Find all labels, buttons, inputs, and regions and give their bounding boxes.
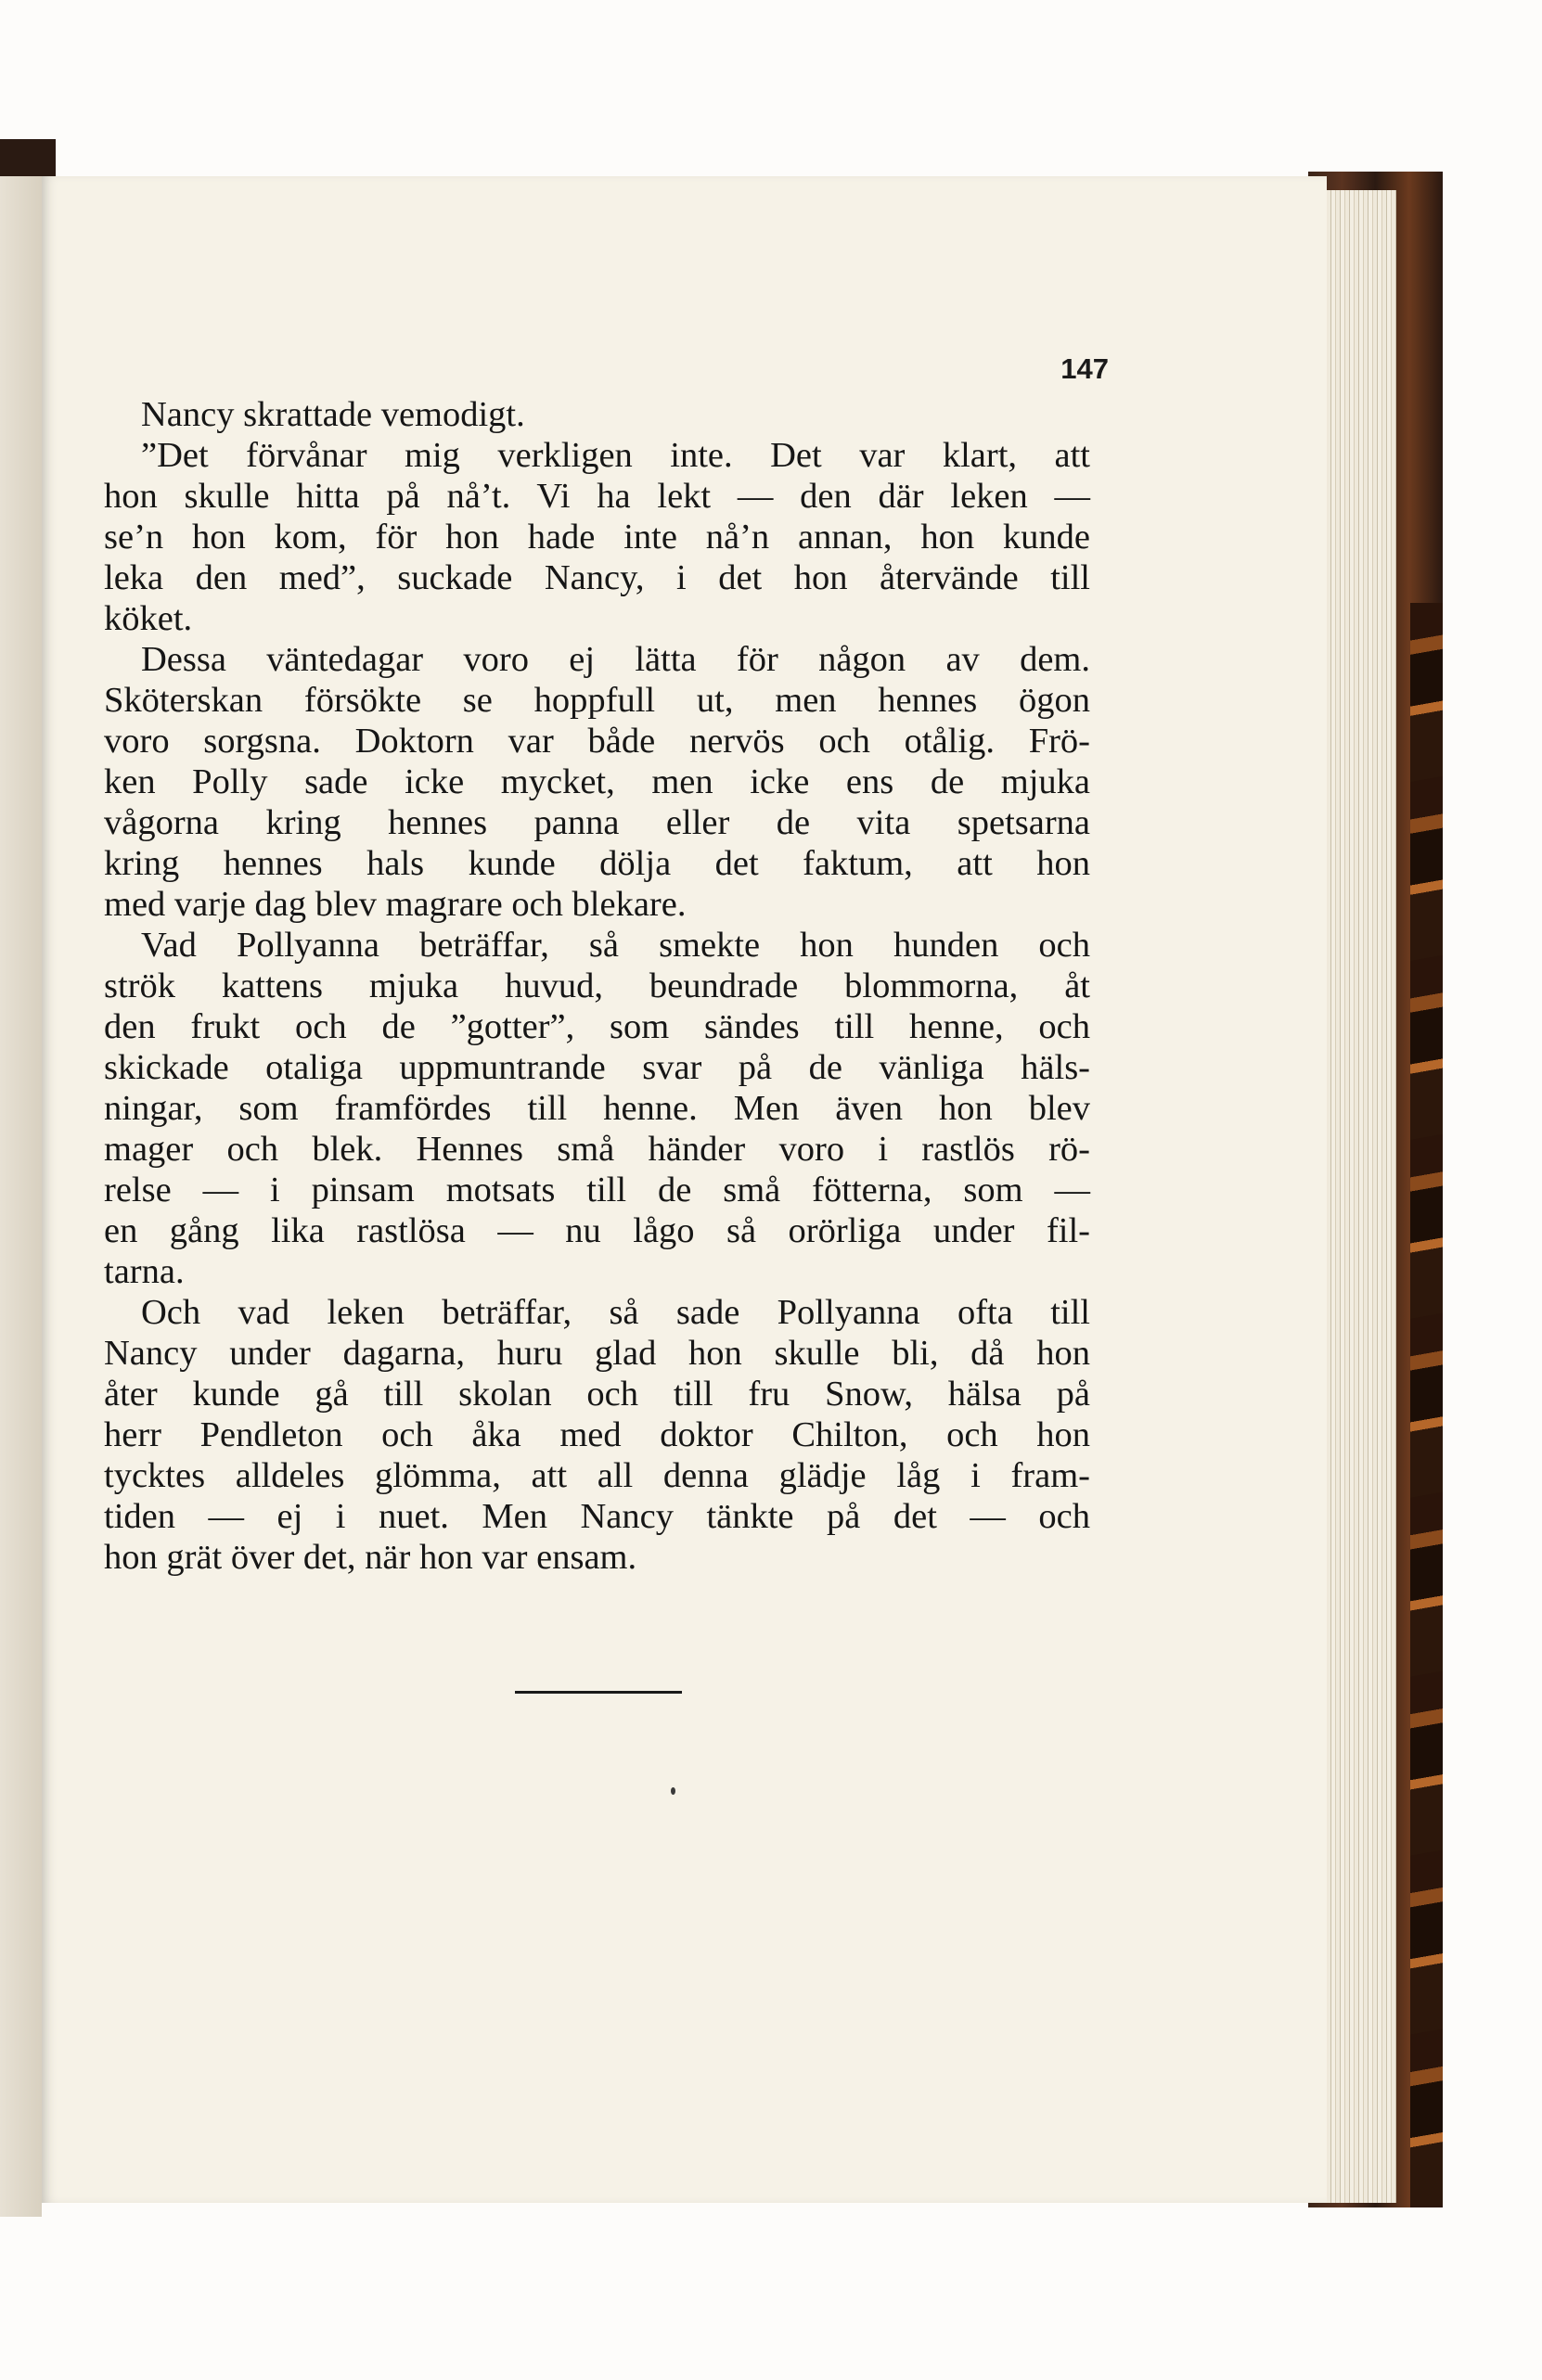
text-line: vågorna kring hennes panna eller de vita spetsarna: [104, 803, 1090, 842]
page-number: 147: [1060, 352, 1109, 385]
text-line: Nancy skrattade vemodigt.: [141, 395, 525, 434]
text-line: Och vad leken beträffar, så sade Pollyanna ofta till: [141, 1293, 1090, 1332]
text-line: hon grät över det, när hon var ensam.: [104, 1538, 637, 1577]
text-line: herr Pendleton och åka med doktor Chilton, och hon: [104, 1415, 1090, 1454]
text-line: ningar, som framfördes till henne. Men även hon blev: [104, 1089, 1090, 1128]
text-line: åter kunde gå till skolan och till fru Snow, hälsa på: [104, 1375, 1090, 1414]
binding-shadow: [0, 139, 56, 176]
text-line: se’n hon kom, för hon hade inte nå’n annan, hon kunde: [104, 518, 1090, 557]
text-line: den frukt och de ”gotter”, som sändes till henne, och: [104, 1007, 1090, 1046]
text-line: tycktes alldeles glömma, att all denna glädje låg i fram-: [104, 1456, 1090, 1495]
text-line: leka den med”, suckade Nancy, i det hon återvände till: [104, 558, 1090, 597]
ink-speck: [671, 1787, 675, 1795]
text-line: kring hennes hals kunde dölja det faktum, att hon: [104, 844, 1090, 883]
text-line: tiden — ej i nuet. Men Nancy tänkte på det — och: [104, 1497, 1090, 1536]
text-line: Dessa väntedagar voro ej lätta för någon av dem.: [141, 640, 1090, 679]
text-line: mager och blek. Hennes små händer voro i rastlös rö-: [104, 1130, 1090, 1169]
text-line: hon skulle hitta på nå’t. Vi ha lekt — den där leken —: [104, 477, 1090, 516]
text-line: tarna.: [104, 1252, 185, 1291]
text-line: ”Det förvånar mig verkligen inte. Det var klart, att: [141, 436, 1090, 475]
text-line: skickade otaliga uppmuntrande svar på de vänliga häls-: [104, 1048, 1090, 1087]
text-line: köket.: [104, 599, 193, 638]
text-line: voro sorgsna. Doktorn var både nervös och otålig. Frö-: [104, 722, 1090, 761]
text-line: strök kattens mjuka huvud, beundrade blommorna, åt: [104, 966, 1090, 1005]
text-line: med varje dag blev magrare och blekare.: [104, 885, 687, 924]
chapter-end-rule: [515, 1691, 682, 1694]
text-line: Vad Pollyanna beträffar, så smekte hon hunden och: [141, 926, 1090, 965]
marbled-cover-edge: [1410, 603, 1443, 2207]
previous-page-edge: [0, 176, 42, 2217]
text-line: Nancy under dagarna, huru glad hon skulle bli, då hon: [104, 1334, 1090, 1373]
text-line: relse — i pinsam motsats till de små fötterna, som —: [104, 1171, 1090, 1209]
text-line: Sköterskan försökte se hoppfull ut, men hennes ögon: [104, 681, 1090, 720]
text-line: ken Polly sade icke mycket, men icke ens de mjuka: [104, 762, 1090, 801]
text-line: en gång lika rastlösa — nu lågo så orörliga under fil-: [104, 1211, 1090, 1250]
page-text: [104, 394, 1090, 1578]
page-edges: [1317, 190, 1396, 2203]
